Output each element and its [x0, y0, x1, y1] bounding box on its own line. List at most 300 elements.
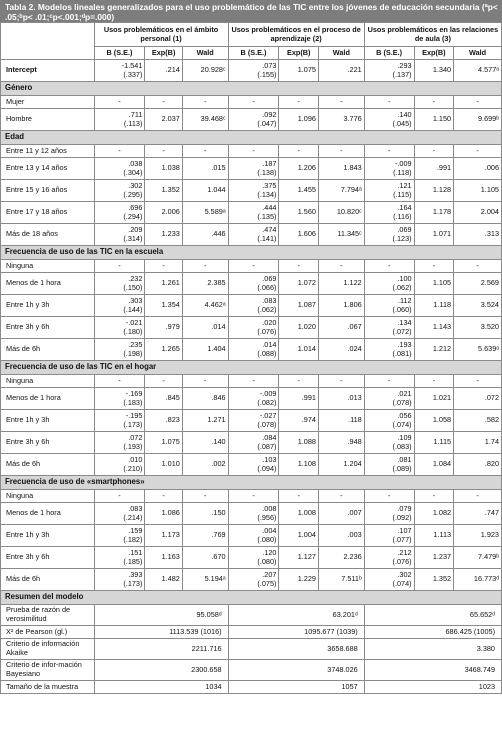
cell-wald: 2.569	[454, 273, 502, 295]
cell-b-se: .140 (.045)	[364, 109, 414, 131]
table-body	[1, 60, 502, 694]
section-label: Frecuencia de uso de «smartphones»	[1, 476, 502, 490]
cell-b-se: .164 (.116)	[364, 202, 414, 224]
cell-wald: 7.511ᵇ	[318, 569, 364, 591]
summary-value-model-3: 65.652ᵈ	[364, 605, 501, 626]
section-header-row	[1, 591, 502, 605]
summary-value-model-3: 3.380	[364, 639, 501, 660]
cell-b-se: -	[364, 490, 414, 503]
cell-b-se: .084 (.087)	[228, 432, 279, 454]
cell-expb: 1.261	[145, 273, 182, 295]
col-b-se: B (S.E.)	[228, 47, 279, 60]
cell-expb: -	[145, 260, 182, 273]
cell-b-se: .212 (.076)	[364, 547, 414, 569]
cell-wald: .014	[182, 317, 228, 339]
cell-expb: -	[414, 375, 453, 388]
col-b-se: B (S.E.)	[94, 47, 145, 60]
cell-expb: 1.265	[145, 339, 182, 361]
cell-wald: 1.404	[182, 339, 228, 361]
cell-b-se: -	[94, 96, 145, 109]
cell-expb: .823	[145, 410, 182, 432]
summary-label: X² de Pearson (gl.)	[1, 626, 95, 639]
cell-b-se: -.009 (.082)	[228, 388, 279, 410]
cell-b-se: .008 (.956)	[228, 503, 279, 525]
cell-wald: .007	[318, 503, 364, 525]
cell-wald: -	[454, 145, 502, 158]
table-row	[1, 224, 502, 246]
cell-b-se: -	[364, 145, 414, 158]
cell-b-se: .107 (.077)	[364, 525, 414, 547]
cell-expb: -	[414, 260, 453, 273]
cell-b-se: .187 (.138)	[228, 158, 279, 180]
row-label: Entre 3h y 6h	[1, 547, 95, 569]
cell-b-se: .014 (.088)	[228, 339, 279, 361]
col-expb: Exp(B)	[279, 47, 318, 60]
cell-wald: .446	[182, 224, 228, 246]
cell-b-se: .375 (.134)	[228, 180, 279, 202]
summary-value-model-2: 3748.026	[228, 660, 364, 681]
table-row	[1, 490, 502, 503]
cell-b-se: -.021 (.180)	[94, 317, 145, 339]
cell-expb: 1.058	[414, 410, 453, 432]
table-row	[1, 109, 502, 131]
cell-expb: 1.072	[279, 273, 318, 295]
cell-expb: -	[279, 260, 318, 273]
cell-expb: 1.143	[414, 317, 453, 339]
cell-expb: 1.206	[279, 158, 318, 180]
cell-expb: 1.178	[414, 202, 453, 224]
cell-wald: .150	[182, 503, 228, 525]
cell-wald: 7.479ᵇ	[454, 547, 502, 569]
section-header-row	[1, 476, 502, 490]
cell-wald: 3.776	[318, 109, 364, 131]
cell-wald: -	[318, 96, 364, 109]
cell-b-se: .079 (.092)	[364, 503, 414, 525]
row-label: Más de 6h	[1, 454, 95, 476]
col-wald: Wald	[318, 47, 364, 60]
cell-expb: 1.233	[145, 224, 182, 246]
cell-wald: 3.520	[454, 317, 502, 339]
cell-expb: 1.082	[414, 503, 453, 525]
table-row	[1, 202, 502, 224]
table-row	[1, 503, 502, 525]
cell-wald: 4.462ᵃ	[182, 295, 228, 317]
cell-expb: 1.096	[279, 109, 318, 131]
summary-value-model-1: 1113.539 (1016)	[94, 626, 228, 639]
cell-b-se: -	[94, 145, 145, 158]
table-row	[1, 96, 502, 109]
cell-wald: -	[318, 375, 364, 388]
cell-expb: 1.128	[414, 180, 453, 202]
row-label: Más de 18 años	[1, 224, 95, 246]
cell-wald: -	[454, 260, 502, 273]
section-header-row	[1, 246, 502, 260]
cell-expb: -	[145, 96, 182, 109]
cell-wald: .948	[318, 432, 364, 454]
table-row	[1, 260, 502, 273]
row-label: Entre 11 y 12 años	[1, 145, 95, 158]
cell-expb: 1.075	[145, 432, 182, 454]
cell-b-se: .120 (.080)	[228, 547, 279, 569]
section-label: Género	[1, 82, 502, 96]
cell-wald: 2.004	[454, 202, 502, 224]
cell-expb: 1.115	[414, 432, 453, 454]
cell-b-se: -	[364, 96, 414, 109]
table-row	[1, 454, 502, 476]
row-label: Entre 1h y 3h	[1, 410, 95, 432]
cell-wald: 39.468ᶜ	[182, 109, 228, 131]
summary-value-model-1: 95.058ᵈ	[94, 605, 228, 626]
cell-expb: 1.118	[414, 295, 453, 317]
cell-b-se: -.169 (.183)	[94, 388, 145, 410]
corner-cell	[1, 23, 95, 60]
row-label: Ninguna	[1, 260, 95, 273]
cell-b-se: -	[94, 375, 145, 388]
cell-b-se: .021 (.078)	[364, 388, 414, 410]
cell-expb: -	[414, 145, 453, 158]
cell-wald: .002	[182, 454, 228, 476]
cell-b-se: .235 (.198)	[94, 339, 145, 361]
cell-expb: -	[414, 96, 453, 109]
summary-value-model-1: 2211.716	[94, 639, 228, 660]
table-title: Tabla 2. Modelos lineales generalizados para el uso problemático de las TIC entre los jóvenes de educación secundaria (ªp< .05;ᵇp< .01;ᶜp<.001;ᵈp=.000)	[0, 0, 502, 22]
cell-b-se: -.009 (.118)	[364, 158, 414, 180]
row-label: Ninguna	[1, 375, 95, 388]
summary-row	[1, 681, 502, 694]
cell-b-se: -	[94, 260, 145, 273]
cell-b-se: -	[228, 490, 279, 503]
cell-expb: 1.127	[279, 547, 318, 569]
row-label: Menos de 1 hora	[1, 273, 95, 295]
cell-b-se: -	[228, 96, 279, 109]
cell-b-se: .073 (.155)	[228, 60, 279, 82]
cell-wald: 1.923	[454, 525, 502, 547]
cell-wald: 1.74	[454, 432, 502, 454]
cell-wald: 7.794ᵃ	[318, 180, 364, 202]
cell-wald: 16.773ᵈ	[454, 569, 502, 591]
cell-wald: 5.589ᵃ	[182, 202, 228, 224]
cell-b-se: -.195 (.173)	[94, 410, 145, 432]
cell-expb: 1.173	[145, 525, 182, 547]
cell-b-se: .209 (.314)	[94, 224, 145, 246]
summary-value-model-2: 1095.677 (1039)	[228, 626, 364, 639]
cell-b-se: .083 (.062)	[228, 295, 279, 317]
cell-wald: -	[318, 145, 364, 158]
cell-b-se: .293 (.137)	[364, 60, 414, 82]
cell-expb: .991	[414, 158, 453, 180]
cell-wald: .747	[454, 503, 502, 525]
cell-b-se: -	[364, 260, 414, 273]
cell-wald: 1.204	[318, 454, 364, 476]
cell-b-se: .069 (.123)	[364, 224, 414, 246]
row-label: Entre 3h y 6h	[1, 432, 95, 454]
col-b-se: B (S.E.)	[364, 47, 414, 60]
col-wald: Wald	[454, 47, 502, 60]
cell-b-se: .151 (.185)	[94, 547, 145, 569]
cell-wald: 3.524	[454, 295, 502, 317]
table-row	[1, 180, 502, 202]
cell-wald: 1.105	[454, 180, 502, 202]
cell-wald: 1.806	[318, 295, 364, 317]
cell-wald: 5.639ᵃ	[454, 339, 502, 361]
cell-wald: .003	[318, 525, 364, 547]
row-label: Más de 6h	[1, 569, 95, 591]
summary-value-model-2: 1057	[228, 681, 364, 694]
cell-expb: 1.560	[279, 202, 318, 224]
section-label: Frecuencia de uso de las TIC en la escuela	[1, 246, 502, 260]
col-expb: Exp(B)	[414, 47, 453, 60]
cell-expb: 2.037	[145, 109, 182, 131]
summary-row	[1, 605, 502, 626]
col-expb: Exp(B)	[145, 47, 182, 60]
summary-value-model-2: 3658.688	[228, 639, 364, 660]
model-1-header: Usos problemáticos en el ámbito personal (1)	[94, 23, 228, 47]
cell-expb: 1.352	[145, 180, 182, 202]
table-row	[1, 410, 502, 432]
cell-b-se: .444 (.135)	[228, 202, 279, 224]
cell-expb: 1.105	[414, 273, 453, 295]
cell-expb: -	[145, 375, 182, 388]
cell-b-se: -	[228, 145, 279, 158]
model-header-row	[1, 23, 502, 47]
cell-wald: .118	[318, 410, 364, 432]
cell-b-se: .134 (.072)	[364, 317, 414, 339]
cell-b-se: .081 (.089)	[364, 454, 414, 476]
cell-wald: -	[454, 490, 502, 503]
cell-expb: 1.004	[279, 525, 318, 547]
cell-b-se: -	[228, 260, 279, 273]
cell-wald: .313	[454, 224, 502, 246]
summary-value-model-2: 63.201ᵈ	[228, 605, 364, 626]
cell-expb: 1.229	[279, 569, 318, 591]
cell-expb: 1.237	[414, 547, 453, 569]
cell-expb: .974	[279, 410, 318, 432]
cell-b-se: .069 (.066)	[228, 273, 279, 295]
cell-wald: -	[182, 145, 228, 158]
row-label: Menos de 1 hora	[1, 388, 95, 410]
table-row	[1, 432, 502, 454]
cell-b-se: .038 (.304)	[94, 158, 145, 180]
cell-b-se: .020 (.076)	[228, 317, 279, 339]
section-label: Resumen del modelo	[1, 591, 502, 605]
cell-b-se: .072 (.193)	[94, 432, 145, 454]
summary-label: Criterio de infor-mación Bayesiano	[1, 660, 95, 681]
cell-wald: -	[182, 490, 228, 503]
cell-wald: 4.577ᵃ	[454, 60, 502, 82]
cell-b-se: .092 (.047)	[228, 109, 279, 131]
table-row	[1, 158, 502, 180]
section-label: Frecuencia de uso de las TIC en el hogar	[1, 361, 502, 375]
cell-wald: 1.044	[182, 180, 228, 202]
cell-b-se: -	[94, 490, 145, 503]
cell-wald: .072	[454, 388, 502, 410]
cell-wald: .140	[182, 432, 228, 454]
cell-expb: 1.352	[414, 569, 453, 591]
cell-wald: .221	[318, 60, 364, 82]
cell-b-se: .010 (.210)	[94, 454, 145, 476]
cell-wald: .024	[318, 339, 364, 361]
summary-row	[1, 626, 502, 639]
col-wald: Wald	[182, 47, 228, 60]
cell-b-se: .100 (.062)	[364, 273, 414, 295]
intercept-row	[1, 60, 502, 82]
cell-expb: 1.113	[414, 525, 453, 547]
cell-wald: .067	[318, 317, 364, 339]
cell-wald: .820	[454, 454, 502, 476]
regression-table	[0, 22, 502, 694]
table-row	[1, 569, 502, 591]
row-label: Intercept	[1, 60, 95, 82]
cell-b-se: -1.541 (.337)	[94, 60, 145, 82]
cell-expb: 1.150	[414, 109, 453, 131]
cell-b-se: .207 (.075)	[228, 569, 279, 591]
cell-expb: 1.340	[414, 60, 453, 82]
cell-expb: 1.014	[279, 339, 318, 361]
cell-wald: -	[318, 260, 364, 273]
row-label: Entre 15 y 16 años	[1, 180, 95, 202]
table-row	[1, 295, 502, 317]
table-row	[1, 273, 502, 295]
cell-expb: 1.163	[145, 547, 182, 569]
cell-expb: -	[279, 145, 318, 158]
cell-expb: 1.075	[279, 60, 318, 82]
table-row	[1, 317, 502, 339]
cell-expb: 1.354	[145, 295, 182, 317]
cell-expb: 1.084	[414, 454, 453, 476]
cell-expb: -	[279, 96, 318, 109]
cell-expb: 1.086	[145, 503, 182, 525]
cell-b-se: .302 (.295)	[94, 180, 145, 202]
cell-b-se: .083 (.214)	[94, 503, 145, 525]
cell-wald: -	[182, 260, 228, 273]
cell-wald: .846	[182, 388, 228, 410]
cell-b-se: .474 (.141)	[228, 224, 279, 246]
cell-expb: -	[279, 490, 318, 503]
cell-wald: 1.843	[318, 158, 364, 180]
summary-value-model-3: 686.425 (1005)	[364, 626, 501, 639]
cell-wald: -	[182, 96, 228, 109]
summary-label: Prueba de razón de verosimilitud	[1, 605, 95, 626]
cell-wald: 10.820ᶜ	[318, 202, 364, 224]
cell-b-se: -.027 (.078)	[228, 410, 279, 432]
cell-b-se: -	[364, 375, 414, 388]
cell-b-se: .193 (.081)	[364, 339, 414, 361]
section-label: Edad	[1, 131, 502, 145]
section-header-row	[1, 131, 502, 145]
cell-b-se: .303 (.144)	[94, 295, 145, 317]
table-row	[1, 525, 502, 547]
cell-b-se: .232 (.150)	[94, 273, 145, 295]
cell-expb: .845	[145, 388, 182, 410]
cell-wald: -	[454, 96, 502, 109]
cell-wald: .013	[318, 388, 364, 410]
cell-expb: 1.606	[279, 224, 318, 246]
cell-expb: 2.006	[145, 202, 182, 224]
cell-b-se: .109 (.083)	[364, 432, 414, 454]
cell-expb: .991	[279, 388, 318, 410]
cell-expb: -	[145, 145, 182, 158]
cell-b-se: .121 (.115)	[364, 180, 414, 202]
cell-wald: 1.122	[318, 273, 364, 295]
cell-expb: 1.071	[414, 224, 453, 246]
row-label: Ninguna	[1, 490, 95, 503]
cell-wald: 5.194ᵃ	[182, 569, 228, 591]
row-label: Entre 1h y 3h	[1, 525, 95, 547]
cell-b-se: .056 (.074)	[364, 410, 414, 432]
cell-b-se: .112 (.060)	[364, 295, 414, 317]
model-3-header: Usos problemáticos en las relaciones de aula (3)	[364, 23, 501, 47]
row-label: Entre 1h y 3h	[1, 295, 95, 317]
cell-wald: .769	[182, 525, 228, 547]
summary-label: Tamaño de la muestra	[1, 681, 95, 694]
cell-expb: .979	[145, 317, 182, 339]
table-row	[1, 388, 502, 410]
summary-value-model-3: 3468.749	[364, 660, 501, 681]
cell-b-se: .393 (.173)	[94, 569, 145, 591]
model-2-header: Usos problemáticos en el proceso de aprendizaje (2)	[228, 23, 364, 47]
cell-wald: 20.928ᶜ	[182, 60, 228, 82]
summary-row	[1, 639, 502, 660]
cell-expb: 1.087	[279, 295, 318, 317]
row-label: Entre 13 y 14 años	[1, 158, 95, 180]
cell-b-se: .302 (.074)	[364, 569, 414, 591]
cell-expb: -	[279, 375, 318, 388]
cell-expb: 1.108	[279, 454, 318, 476]
cell-expb: 1.008	[279, 503, 318, 525]
cell-b-se: .696 (.294)	[94, 202, 145, 224]
cell-expb: 1.212	[414, 339, 453, 361]
summary-label: Criterio de información Akaike	[1, 639, 95, 660]
cell-expb: 1.455	[279, 180, 318, 202]
cell-expb: 1.020	[279, 317, 318, 339]
cell-expb: 1.038	[145, 158, 182, 180]
cell-wald: -	[182, 375, 228, 388]
cell-expb: .214	[145, 60, 182, 82]
summary-value-model-1: 2300.658	[94, 660, 228, 681]
cell-b-se: -	[228, 375, 279, 388]
cell-wald: 1.271	[182, 410, 228, 432]
cell-expb: 1.088	[279, 432, 318, 454]
cell-expb: 1.482	[145, 569, 182, 591]
cell-wald: 11.345ᶜ	[318, 224, 364, 246]
cell-wald: -	[318, 490, 364, 503]
section-header-row	[1, 82, 502, 96]
cell-expb: -	[145, 490, 182, 503]
row-label: Hombre	[1, 109, 95, 131]
cell-b-se: .103 (.094)	[228, 454, 279, 476]
row-label: Mujer	[1, 96, 95, 109]
summary-value-model-3: 1023	[364, 681, 501, 694]
cell-wald: .015	[182, 158, 228, 180]
table-row	[1, 547, 502, 569]
cell-wald: 9.699ᵇ	[454, 109, 502, 131]
cell-b-se: .004 (.080)	[228, 525, 279, 547]
table-row	[1, 375, 502, 388]
cell-wald: .670	[182, 547, 228, 569]
cell-expb: -	[414, 490, 453, 503]
cell-b-se: .711 (.113)	[94, 109, 145, 131]
cell-expb: 1.021	[414, 388, 453, 410]
cell-wald: -	[454, 375, 502, 388]
row-label: Menos de 1 hora	[1, 503, 95, 525]
table-row	[1, 145, 502, 158]
summary-row	[1, 660, 502, 681]
cell-wald: 2.385	[182, 273, 228, 295]
row-label: Entre 17 y 18 años	[1, 202, 95, 224]
cell-expb: 1.010	[145, 454, 182, 476]
cell-b-se: .159 (.182)	[94, 525, 145, 547]
row-label: Entre 3h y 6h	[1, 317, 95, 339]
